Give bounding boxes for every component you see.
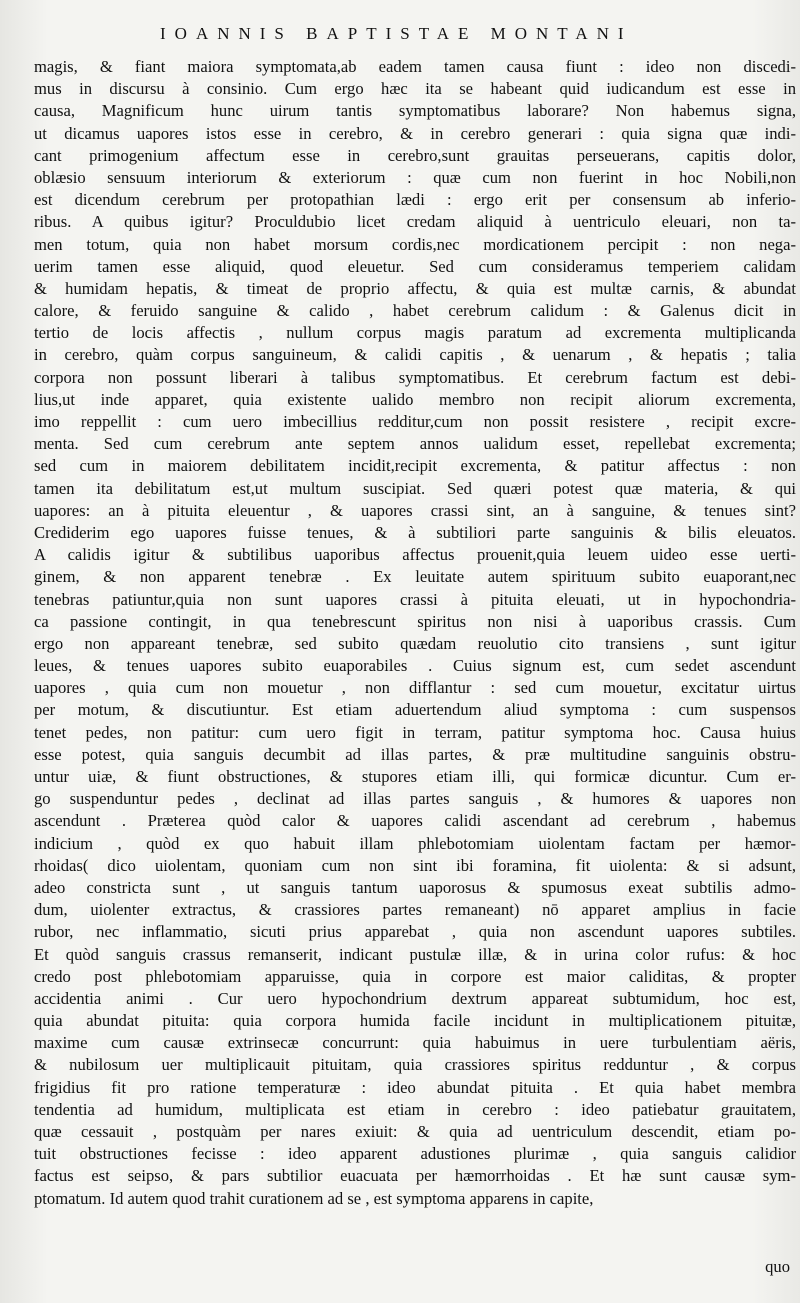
- text-line: magis, & fiant maiora symptomata,ab eadem tamen causa fiunt : ideo non discedi-: [34, 57, 796, 76]
- text-line: ribus. A quibus igitur? Proculdubio licet credam aliquid à uentriculo eleuari, non ta-: [34, 212, 796, 232]
- text-line: sed cum in maiorem debilitatem incidit,recipit excrementa, & patitur affectus : non: [34, 456, 796, 476]
- text-line: quæ cessauit , postquàm per nares exiuit: & quia ad uentriculum descendit, etiam po-: [34, 1122, 796, 1141]
- text-line: calore, & feruido sanguine & calido , habet cerebrum calidum : & Galenus dicit in: [34, 301, 796, 321]
- text-line: imo reppellit : cum uero imbecillius redditur,cum non possit resistere , recipit excre-: [34, 412, 796, 431]
- text-line: ergo non appareant tenebræ, sed subito quædam reuolutio cito transiens , sunt igitur: [34, 633, 796, 653]
- text-line: uapores: an à pituita eleuentur , & uapores crassi sint, an à sanguine, & tenues sint?: [34, 500, 796, 520]
- text-line: untur uiæ, & fiunt obstructiones, & stupores etiam illi, qui formicæ dicuntur. Cum er-: [34, 767, 796, 786]
- text-line: ut dicamus uapores istos esse in cerebro, & in cerebro generari : quia signa quæ indi-: [34, 123, 796, 143]
- text-line: rubor, nec inflammatio, sicuti prius apparebat , quia non ascendunt uapores subtiles.: [34, 922, 796, 942]
- text-line: est dicendum cerebrum per protopathian lædi : ergo erit per consensum ab inferio-: [34, 190, 796, 210]
- text-line: esse potest, quia sanguis decumbit ad illas partes, & præ multitudine sanguinis obstru-: [34, 744, 796, 764]
- text-line: menta. Sed cum cerebrum ante septem annos ualidum esset, repellebat excrementa;: [34, 434, 796, 454]
- text-line: ascendunt . Præterea quòd calor & uapores calidi ascendant ad cerebrum , habemus: [34, 811, 796, 831]
- text-line: leues, & tenues uapores subito euaporabiles . Cuius signum est, cum sedet ascendunt: [34, 656, 796, 676]
- text-line: ca passione contingit, in qua tenebrescunt spiritus non nisi à uaporibus crassis. Cum: [34, 611, 796, 631]
- text-line: uerim tamen esse aliquid, quod eleuetur. Sed cum consideramus temperiem calidam: [34, 256, 796, 276]
- text-line: frigidius fit pro ratione temperaturæ : ideo abundat pituita . Et quia habet membra: [34, 1077, 796, 1097]
- text-line: ginem, & non apparent tenebræ . Ex leuitate autem spirituum subito euaporant,nec: [34, 567, 796, 587]
- text-line: tenet pedes, non patitur: cum uero figit in terram, patitur symptoma hoc. Causa huius: [34, 722, 796, 742]
- text-line: mus in discursu à consinio. Cum ergo hæc ita se habeant quid iudicandum est esse in: [34, 79, 796, 99]
- text-line: & nubilosum uer multiplicauit pituitam, quia crassiores spiritus redduntur , & corpus: [34, 1055, 796, 1075]
- text-line: credo post phlebotomiam apparuisse, quia in corpore est maior caliditas, & propter: [34, 966, 796, 986]
- text-line: go suspenduntur pedes , declinat ad illas partes sanguis , & humores & uapores non: [34, 789, 796, 809]
- text-line: tendentia ad humidum, multiplicata est etiam in cerebro : ideo patiebatur grauitatem,: [34, 1099, 796, 1119]
- text-line: rhoidas( dico uiolentam, quoniam cum non sint ibi foramina, fit uiolenta: & si adsunt,: [34, 855, 796, 875]
- text-line: tertio de locis affectis , nullum corpus magis paratum ad excrementa multiplicanda: [34, 323, 796, 343]
- running-head: IOANNIS BAPTISTAE MONTANI: [160, 24, 633, 43]
- text-line: tamen ita debilitatum est,ut multum suscipiat. Sed quæri potest quæ materia, & qui: [34, 478, 796, 498]
- text-line: uapores , quia cum non mouetur , non difflantur : sed cum mouetur, excitatur uirtus: [34, 678, 796, 698]
- text-line: Et quòd sanguis crassus remanserit, indicant pustulæ illæ, & in urina color rufus: & hoc: [34, 944, 796, 964]
- text-line: in cerebro, quàm corpus sanguineum, & calidi capitis , & uenarum , & hepatis ; talia: [34, 345, 796, 365]
- text-line: corpora non possunt liberari à talibus symptomatibus. Et cerebrum factum est debi-: [34, 367, 796, 387]
- text-line: accidentia animi . Cur uero hypochondrium dextrum appareat subtumidum, hoc est,: [34, 988, 796, 1008]
- text-line: quia abundat pituita: quia corpora humida facile incidunt in multiplicationem pituitæ,: [34, 1011, 796, 1031]
- text-line: dum, uiolenter extractus, & crassiores partes remaneant) nō apparet amplius in facie: [34, 900, 796, 920]
- text-line: tuit obstructiones fecisse : ideo apparent adustiones plurimæ , quia sanguis calidior: [34, 1144, 796, 1164]
- text-line: factus est seipso, & pars subtilior euacuata per hæmorrhoidas . Et hæ sunt causæ sym-: [34, 1166, 796, 1186]
- text-line: & humidam hepatis, & timeat de proprio affectu, & quia est multæ carnis, & abundat: [34, 278, 796, 298]
- text-line: cant primogenium affectum esse in cerebro,sunt grauitas perseuerans, capitis dolor,: [34, 145, 796, 165]
- body-text: [34, 56, 796, 1210]
- text-line: lius,ut inde apparet, quia existente ualido membro non recipit aliorum excrementa,: [34, 389, 796, 409]
- text-line: causa, Magnificum hunc uirum tantis symptomatibus laborare? Non habemus signa,: [34, 101, 796, 121]
- catchword: quo: [765, 1257, 790, 1276]
- text-line: adeo constricta sunt , ut sanguis tantum uaporosus & spumosus exeat subtilis admo-: [34, 877, 796, 897]
- text-line: tenebras patiuntur,quia non sunt uapores crassi à pituita eleuati, ut in hypochondria-: [34, 589, 796, 609]
- text-line: indicium , quòd ex quo habuit illam phlebotomiam uiolentam factam per hæmor-: [34, 833, 796, 853]
- text-line: ptomatum. Id autem quod trahit curationem ad se , est symptoma apparens in capite,: [34, 1188, 594, 1208]
- text-line: Crediderim ego uapores fuisse tenues, & à subtiliori parte sanguinis & bilis eleuatos.: [34, 522, 796, 542]
- text-line: maxime cum causæ extrinsecæ concurrunt: quia habuimus in uere turbulentiam aëris,: [34, 1033, 796, 1053]
- text-line: oblæsio sensuum interiorum & exteriorum : quæ cum non fuerint in hoc Nobili,non: [34, 167, 796, 187]
- text-line: per motum, & discutiuntur. Est etiam aduertendum aliud symptoma : cum suspensos: [34, 700, 796, 720]
- text-line: A calidis igitur & subtilibus uaporibus affectus prouenit,quia leuem uideo esse uerti-: [34, 545, 796, 565]
- text-line: men totum, quia non habet morsum cordis,nec mordicationem percipit : non nega-: [34, 234, 796, 254]
